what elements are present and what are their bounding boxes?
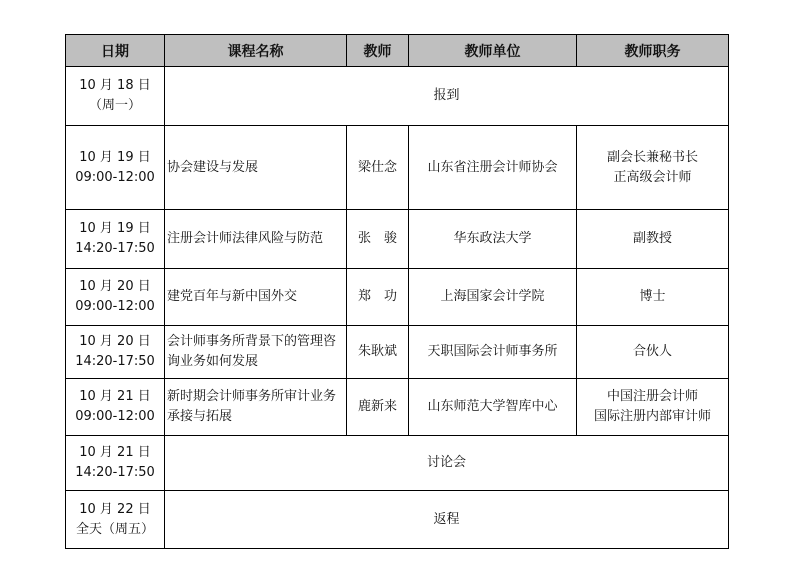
title-text: 副会长兼秘书长 (606, 149, 698, 165)
date-cell (66, 491, 165, 549)
time-text: 09:00-12:00 (75, 169, 155, 185)
date-text: 10 月 19 日 (79, 149, 151, 165)
teacher-cell: 梁仕念 (347, 126, 409, 210)
header-unit: 教师单位 (409, 35, 577, 67)
course-schedule-table (65, 34, 729, 549)
header-teacher: 教师 (347, 35, 409, 67)
course-cell: 注册会计师法律风险与防范 (165, 210, 347, 269)
table-row (66, 126, 729, 210)
date-text: 10 月 22 日 (79, 501, 151, 517)
title-cell (577, 126, 729, 210)
title-text: 博士 (639, 289, 666, 304)
course-cell: 建党百年与新中国外交 (165, 269, 347, 326)
unit-cell: 山东省注册会计师协会 (409, 126, 577, 210)
table-row (66, 379, 729, 436)
table-row (66, 491, 729, 549)
title-cell (577, 210, 729, 269)
date-text: 10 月 19 日 (79, 221, 151, 236)
table-row (66, 326, 729, 379)
table-row (66, 436, 729, 491)
table-row (66, 67, 729, 126)
title-text: 合伙人 (632, 344, 672, 359)
event-cell: 报到 (165, 67, 729, 126)
time-text: 09:00-12:00 (75, 299, 155, 314)
date-text: 10 月 21 日 (79, 445, 151, 460)
date-text: 10 月 21 日 (79, 389, 151, 404)
date-cell (66, 326, 165, 379)
title-text: 中国注册会计师 (606, 389, 698, 404)
time-text: 全天（周五） (75, 521, 154, 537)
teacher-cell: 鹿新来 (347, 379, 409, 436)
header-course: 课程名称 (165, 35, 347, 67)
course-cell: 协会建设与发展 (165, 126, 347, 210)
time-text: 14:20-17:50 (75, 465, 155, 480)
teacher-cell: 朱耿斌 (347, 326, 409, 379)
title-cell (577, 379, 729, 436)
unit-cell: 山东师范大学智库中心 (409, 379, 577, 436)
time-text: 14:20-17:50 (75, 241, 155, 256)
event-cell: 返程 (165, 491, 729, 549)
header-date: 日期 (66, 35, 165, 67)
title-text: 正高级会计师 (613, 169, 692, 185)
date-text: 10 月 20 日 (79, 279, 151, 294)
date-cell (66, 210, 165, 269)
course-cell: 新时期会计师事务所审计业务承接与拓展 (165, 379, 347, 436)
teacher-cell: 郑 功 (347, 269, 409, 326)
time-text: 09:00-12:00 (75, 409, 155, 424)
date-cell (66, 269, 165, 326)
date-cell (66, 436, 165, 491)
unit-cell: 华东政法大学 (409, 210, 577, 269)
title-cell (577, 269, 729, 326)
unit-cell: 天职国际会计师事务所 (409, 326, 577, 379)
time-text: （周一） (88, 98, 141, 113)
date-text: 10 月 18 日 (79, 78, 151, 93)
title-cell (577, 326, 729, 379)
teacher-cell: 张 骏 (347, 210, 409, 269)
title-text: 国际注册内部审计师 (593, 409, 711, 424)
unit-cell: 上海国家会计学院 (409, 269, 577, 326)
table-header-row (66, 35, 729, 67)
date-text: 10 月 20 日 (79, 334, 151, 349)
table-row (66, 210, 729, 269)
course-cell: 会计师事务所背景下的管理咨询业务如何发展 (165, 326, 347, 379)
title-text: 副教授 (632, 231, 672, 246)
date-cell (66, 379, 165, 436)
date-cell (66, 67, 165, 126)
header-title: 教师职务 (577, 35, 729, 67)
event-cell: 讨论会 (165, 436, 729, 491)
time-text: 14:20-17:50 (75, 354, 155, 369)
table-row (66, 269, 729, 326)
date-cell (66, 126, 165, 210)
